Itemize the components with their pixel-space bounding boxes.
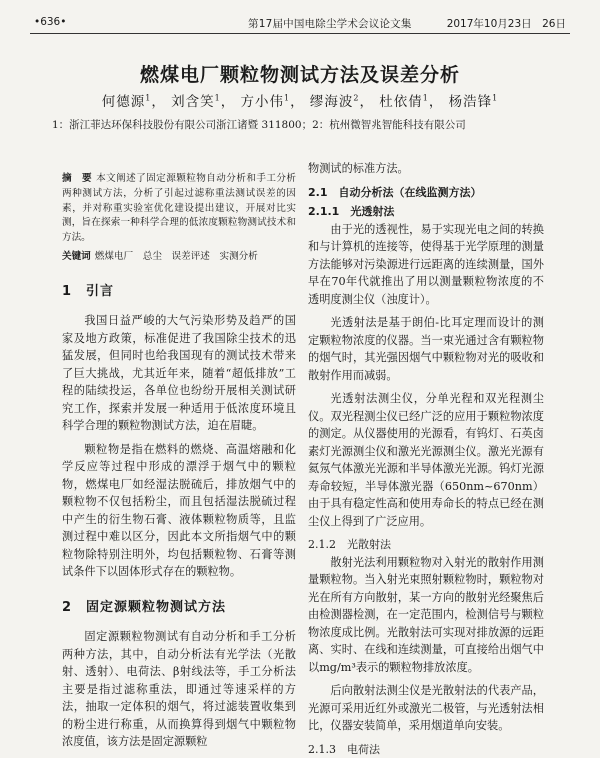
affiliation: 1：浙江菲达环保科技股份有限公司浙江诸暨 311800；2：杭州微智兆智能科技有限公司 (52, 117, 466, 132)
paragraph: 光透射法是基于朗伯-比耳定理而设计的测定颗粒物浓度的仪器。当一束光通过含有颗粒物的烟气时，其光强因烟气中颗粒物对光的吸收和散射作用而减弱。 (308, 314, 544, 384)
page-number: •636• (34, 16, 66, 28)
paragraph: 物测试的标准方法。 (308, 160, 544, 178)
author: 缪海波 (310, 94, 354, 110)
author: 刘含笑 (171, 94, 215, 110)
abstract (62, 172, 296, 265)
header-rule (30, 33, 570, 34)
subsection-heading: 2.1.2 光散射法 (308, 536, 544, 554)
paragraph: 我国日益严峻的大气污染形势及趋严的国家及地方政策，标准促进了我国除尘技术的迅猛发展，但同时也给我国现有的测试技术带来了巨大挑战，尤其近年来，随着“超低排放”工程的陆续投运，各单位也纷纷开展相关测试研究工作，探索并发展一种适用于低浓度环境且科学合理的颗粒物测试方法，迫在眉睫。 (62, 312, 296, 435)
conference-date: 2017年10月23日 26日 (447, 16, 566, 31)
author: 杜依倩 (379, 94, 423, 110)
right-column (308, 160, 544, 758)
paragraph: 后向散射法测尘仪是光散射法的代表产品，光源可采用近红外或激光二极管，与光透射法相比，仪器安装简单，采用烟道单向安装。 (308, 682, 544, 735)
paragraph: 固定源颗粒物测试有自动分析和手工分析两种方法，其中，自动分析法有光学法（光散射、透射）、电荷法、β射线法等，手工分析法主要是指过滤称重法，即通过等速采样的方法，抽取一定体积的烟气，将过滤装置收集到的粉尘进行称重，从而换算得到烟气中颗粒物浓度值，该方法是固定源颗粒 (62, 628, 296, 751)
paragraph: 散射光法利用颗粒物对入射光的散射作用测量颗粒物。当入射光束照射颗粒物时，颗粒物对光在所有方向散射，某一方向的散射光经聚焦后由检测器检测，在一定范围内，检测信号与颗粒物浓度成比例。光散射法可实现对排放源的远距离、实时、在线和连续测量，可直接给出烟气中以mg/m³表示的颗粒物排放浓度。 (308, 554, 544, 677)
author-list: 何德源$^1$， 刘含笑$^1$， 方小伟$^1$， 缪海波$^2$， 杜依倩$^1$， 杨浩锋$^1$ (0, 90, 600, 110)
paragraph: 由于光的透视性，易于实现光电之间的转换和与计算机的连接等，使得基于光学原理的测量方法能够对污染源进行远距离的连续测量，国外早在70年代就推出了用以测量颗粒物浓度的不透明度测尘仪（浊度计）。 (308, 221, 544, 309)
author: 杨浩锋 (449, 94, 493, 110)
keywords (62, 250, 296, 265)
subsection-heading: 2.1 自动分析法（在线监测方法） (308, 184, 544, 202)
section-heading: 1 引言 (62, 283, 296, 301)
left-column (62, 172, 296, 757)
keywords-label: 关键词 (62, 251, 91, 262)
author: 何德源 (102, 94, 146, 110)
journal-title: 第17届中国电除尘学术会议论文集 (248, 16, 412, 31)
author: 方小伟 (241, 94, 285, 110)
running-header (30, 12, 570, 32)
paper-title: 燃煤电厂颗粒物测试方法及误差分析 (0, 60, 600, 87)
keywords-text: 燃煤电厂 总尘 误差评述 实测分析 (95, 251, 258, 262)
abstract-text: 本文阐述了固定源颗粒物自动分析和手工分析两种测试方法，分析了引起过滤称重法测试误差的因素，并对称重实验室优化建设提出建议，开展对比实测，旨在探索一种科学合理的低浓度颗粒物测试技术和方法。 (62, 173, 296, 243)
subsection-heading: 2.1.3 电荷法 (308, 741, 544, 758)
section-heading: 2 固定源颗粒物测试方法 (62, 599, 296, 617)
subsection-heading: 2.1.1 光透射法 (308, 203, 544, 221)
paragraph: 颗粒物是指在燃料的燃烧、高温熔融和化学反应等过程中形成的漂浮于烟气中的颗粒物，燃煤电厂如经湿法脱硫后，排放烟气中的颗粒物不仅包括粉尘，而且包括湿法脱硫过程中产生的衍生物石膏、液体颗粒物质等，且监测过程中难以区分，因此本文所指烟气中的颗粒物除特别注明外，均包括颗粒物、石膏等测试条件下以固体形式存在的颗粒物。 (62, 441, 296, 581)
paragraph: 光透射法测尘仪，分单光程和双光程测尘仪。双光程测尘仪已经广泛的应用于颗粒物浓度的测定。从仪器使用的光源看，有钨灯、石英卤素灯光源测尘仪和激光光源测尘仪。激光光源有氦氖气体激光光源和半导体激光光源。钨灯光源寿命较短，半导体激光器（650nm~670nm）由于具有稳定性高和使用寿命长的特点已经在测尘仪上得到了广泛应用。 (308, 390, 544, 530)
abstract-label: 摘 要 (62, 173, 92, 184)
